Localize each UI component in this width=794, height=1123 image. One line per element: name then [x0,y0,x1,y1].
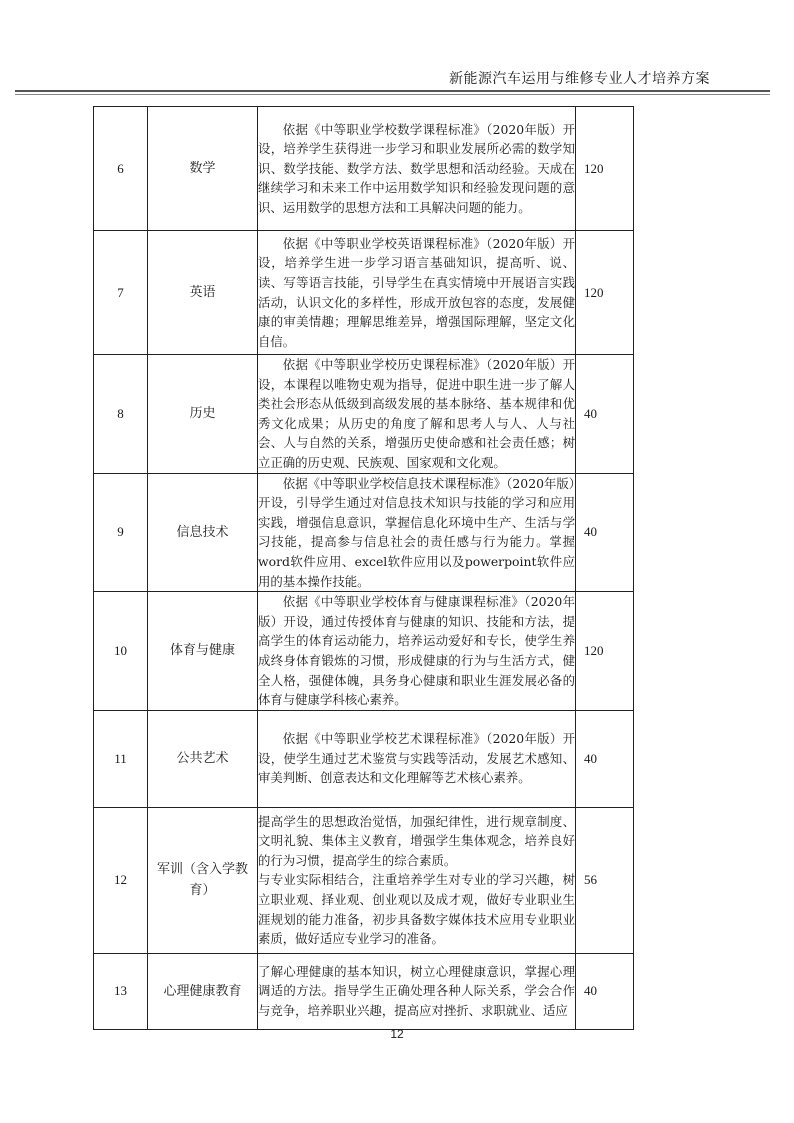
description-paragraph: 依据《中等职业学校英语课程标准》（2020年版）开设，培养学生进一步学习语言基础知识，提高听、说、读、写等语言技能，引导学生在真实情境中开展语言实践活动，认识文化的多样性，形成开放包容的态度，发展健康的审美情趣；理解思维差异，增强国际理解，坚定文化自信。 [258,235,575,349]
page-number: 12 [390,1027,404,1041]
course-row [94,107,634,231]
course-number: 12 [94,807,148,953]
course-number: 9 [94,473,148,592]
course-name: 英语 [148,231,258,355]
course-description [258,473,576,592]
course-number: 10 [94,592,148,711]
course-row [94,710,634,807]
course-hours: 120 [576,231,634,355]
course-row [94,473,634,592]
course-row [94,231,634,355]
course-number: 7 [94,231,148,355]
course-hours: 120 [576,107,634,231]
course-description [258,355,576,474]
description-paragraph: 依据《中等职业学校体育与健康课程标准》（2020年版）开设，通过传授体育与健康的知识、技能和方法，提高学生的体育运动能力，培养运动爱好和专长，使学生养成终身体育锻炼的习惯，形成健康的行为与生活方式，健全人格，强健体魄，具务身心健康和职业生涯发展必备的体育与健康学科核心素养。 [258,594,575,708]
course-name: 信息技术 [148,473,258,592]
header-rule-thin [15,94,770,95]
header-rule [15,90,770,92]
document-title: 新能源汽车运用与维修专业人才培养方案 [449,71,710,87]
course-hours: 40 [576,473,634,592]
course-number: 13 [94,953,148,1029]
course-hours: 56 [576,807,634,953]
course-row [94,807,634,953]
course-number: 11 [94,710,148,807]
course-description [258,953,576,1029]
course-name: 历史 [148,355,258,474]
course-description [258,107,576,231]
course-row [94,592,634,711]
description-paragraph: 依据《中等职业学校艺术课程标准》（2020年版）开设，使学生通过艺术鉴赏与实践等活动，发展艺术感知、审美判断、创意表达和文化理解等艺术核心素养。 [258,731,575,786]
course-row [94,355,634,474]
course-description [258,807,576,953]
course-name: 公共艺术 [148,710,258,807]
course-description [258,710,576,807]
course-number: 6 [94,107,148,231]
course-hours: 40 [576,710,634,807]
course-name: 体育与健康 [148,592,258,711]
page-header [0,66,794,96]
description-paragraph: 依据《中等职业学校数学课程标准》（2020年版）开设，培养学生获得进一步学习和职业发展所必需的数学知识、数学技能、数学方法、数学思想和活动经验。天成在继续学习和未来工作中运用数学知识和经验发现问题的意识、运用数学的思想方法和工具解决问题的能力。 [258,121,575,215]
course-row [94,953,634,1029]
description-paragraph: 依据《中等职业学校历史课程标准》（2020年版）开设，本课程以唯物史观为指导，促进中职生进一步了解人类社会形态从低级到高级发展的基本脉络、基本规律和优秀文化成果；从历史的角度了解和思考人与人、人与社会、人与自然的关系，增强历史使命感和社会责任感；树立正确的历史观、民族观、国家观和文化观。 [258,357,575,470]
description-paragraph: 依据《中等职业学校信息技术课程标准》（2020年版）开设，引导学生通过对信息技术知识与技能的学习和应用实践，增强信息意识，掌握信息化环境中生产、生活与学习技能，提高参与信息社会的责任感与行为能力。掌握word软件应用、excel软件应用以及powerpoint软件应用的基本操作技能。 [258,475,575,589]
course-number: 8 [94,355,148,474]
description-paragraph: 了解心理健康的基本知识，树立心理健康意识，掌握心理调适的方法。指导学生正确处理各种人际关系，学会合作与竞争，培养职业兴趣，提高应对挫折、求职就业、适应 [258,963,575,1018]
description-paragraph: 提高学生的思想政治觉悟，加强纪律性，进行规章制度、文明礼貌、集体主义教育，增强学生集体观念，培养良好的行为习惯，提高学生的综合素质。 [258,813,575,868]
course-name: 数学 [148,107,258,231]
course-name: 军训（含入学教育） [148,807,258,953]
course-hours: 40 [576,355,634,474]
course-name: 心理健康教育 [148,953,258,1029]
course-table [93,106,634,1030]
course-description [258,231,576,355]
description-paragraph: 与专业实际相结合，注重培养学生对专业的学习兴趣，树立职业观、择业观、创业观以及成才观，做好专业职业生涯规划的能力准备，初步具备数字媒体技术应用专业职业素质，做好适应专业学习的准备。 [258,872,575,947]
course-description [258,592,576,711]
course-hours: 40 [576,953,634,1029]
course-hours: 120 [576,592,634,711]
